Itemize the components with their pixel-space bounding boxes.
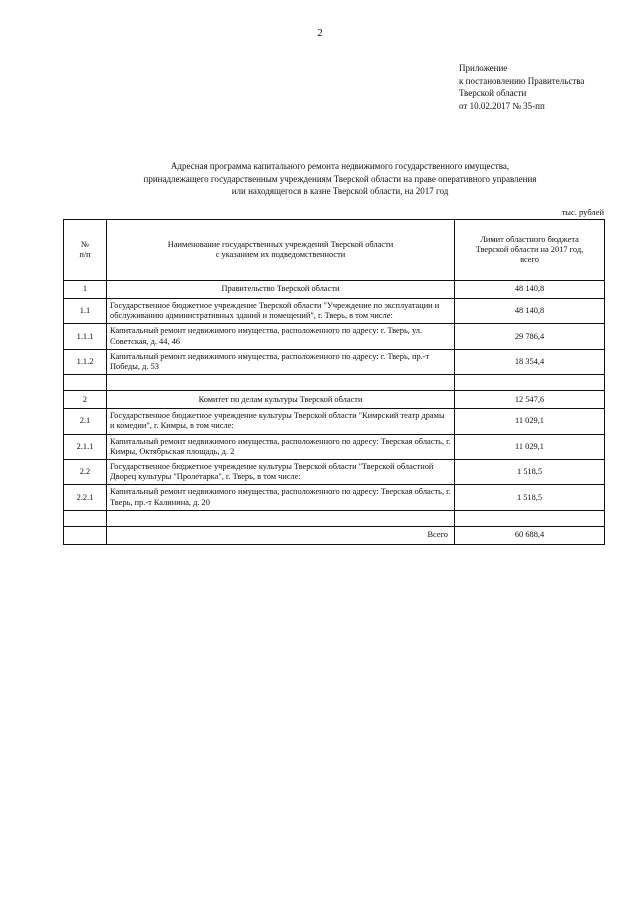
row-num: 1.1: [64, 299, 107, 324]
document-title: [110, 160, 570, 198]
row-name: Правительство Тверской области: [107, 281, 455, 299]
spacer-cell: [64, 375, 107, 391]
row-name: Государственное бюджетное учреждение культуры Тверской области "Тверской областной Дворец культуры "Пролетарка", г. Тверь, в том числе:: [107, 460, 455, 485]
row-num: 2.1: [64, 409, 107, 434]
table-row: [64, 281, 605, 299]
total-row: [64, 526, 605, 544]
row-name: Государственное бюджетное учреждение Тверской области "Учреждение по эксплуатации и обслуживанию административных зданий и помещений", г. Тверь, в том числе:: [107, 299, 455, 324]
row-num: 1.1.1: [64, 324, 107, 349]
row-num: 1.1.2: [64, 349, 107, 374]
title-line: или находящегося в казне Тверской области, на 2017 год: [231, 186, 449, 196]
row-num: 2.2: [64, 460, 107, 485]
row-limit: 1 518,5: [455, 460, 605, 485]
row-limit: 12 547,6: [455, 391, 605, 409]
row-name: Государственное бюджетное учреждение культуры Тверской области "Кимрский театр драмы и комедии", г. Кимры, в том числе:: [107, 409, 455, 434]
page-number: 2: [317, 27, 323, 39]
header-num: № п/п: [64, 220, 107, 281]
row-limit: 11 029,1: [455, 434, 605, 459]
spacer-cell: [64, 510, 107, 526]
row-num: 1: [64, 281, 107, 299]
row-limit: 48 140,8: [455, 299, 605, 324]
table-row: [64, 409, 605, 434]
table-row: [64, 434, 605, 459]
row-limit: 11 029,1: [455, 409, 605, 434]
title-line: принадлежащего государственным учреждениям Тверской области на праве оперативного управления: [143, 173, 537, 184]
table-row: [64, 349, 605, 374]
appendix-line: Приложение: [459, 63, 508, 73]
appendix-line: от 10.02.2017 № 35-пп: [459, 100, 545, 111]
row-num: 2.1.1: [64, 434, 107, 459]
units-label: тыс. рублей: [561, 207, 604, 217]
spacer-cell: [107, 510, 455, 526]
table-row: [64, 324, 605, 349]
spacer-row: [64, 510, 605, 526]
row-name: Капитальный ремонт недвижимого имущества, расположенного по адресу: г. Тверь, ул. Советская, д. 44, 46: [107, 324, 455, 349]
title-line: Адресная программа капитального ремонта недвижимого государственного имущества,: [170, 161, 510, 171]
header-limit: Лимит областного бюджета Тверской области на 2017 год, всего: [455, 220, 605, 281]
appendix-line: Тверской области: [459, 88, 527, 98]
row-name: Комитет по делам культуры Тверской области: [107, 391, 455, 409]
spacer-cell: [455, 375, 605, 391]
total-num-cell: [64, 526, 107, 544]
row-num: 2.2.1: [64, 485, 107, 510]
row-limit: 18 354,4: [455, 349, 605, 374]
budget-table: [63, 219, 605, 545]
total-label: Всего: [107, 526, 455, 544]
row-limit: 1 518,5: [455, 485, 605, 510]
row-limit: 29 786,4: [455, 324, 605, 349]
appendix-block: [459, 62, 584, 112]
table-row: [64, 391, 605, 409]
spacer-row: [64, 375, 605, 391]
spacer-cell: [107, 375, 455, 391]
header-name: Наименование государственных учреждений Тверской области с указанием их подведомственности: [107, 220, 455, 281]
appendix-line: к постановлению Правительства: [459, 75, 585, 86]
row-name: Капитальный ремонт недвижимого имущества, расположенного по адресу: Тверская область, г. Тверь, пр.-т Калинина, д. 20: [107, 485, 455, 510]
table-row: [64, 299, 605, 324]
table-row: [64, 460, 605, 485]
row-num: 2: [64, 391, 107, 409]
table-header-row: [64, 220, 605, 281]
table-row: [64, 485, 605, 510]
total-limit: 60 688,4: [455, 526, 605, 544]
row-name: Капитальный ремонт недвижимого имущества, расположенного по адресу: Тверская область, г. Кимры, Октябрьская площадь, д. 2: [107, 434, 455, 459]
row-name: Капитальный ремонт недвижимого имущества, расположенного по адресу: г. Тверь, пр.-т Победы, д. 53: [107, 349, 455, 374]
spacer-cell: [455, 510, 605, 526]
row-limit: 48 140,8: [455, 281, 605, 299]
